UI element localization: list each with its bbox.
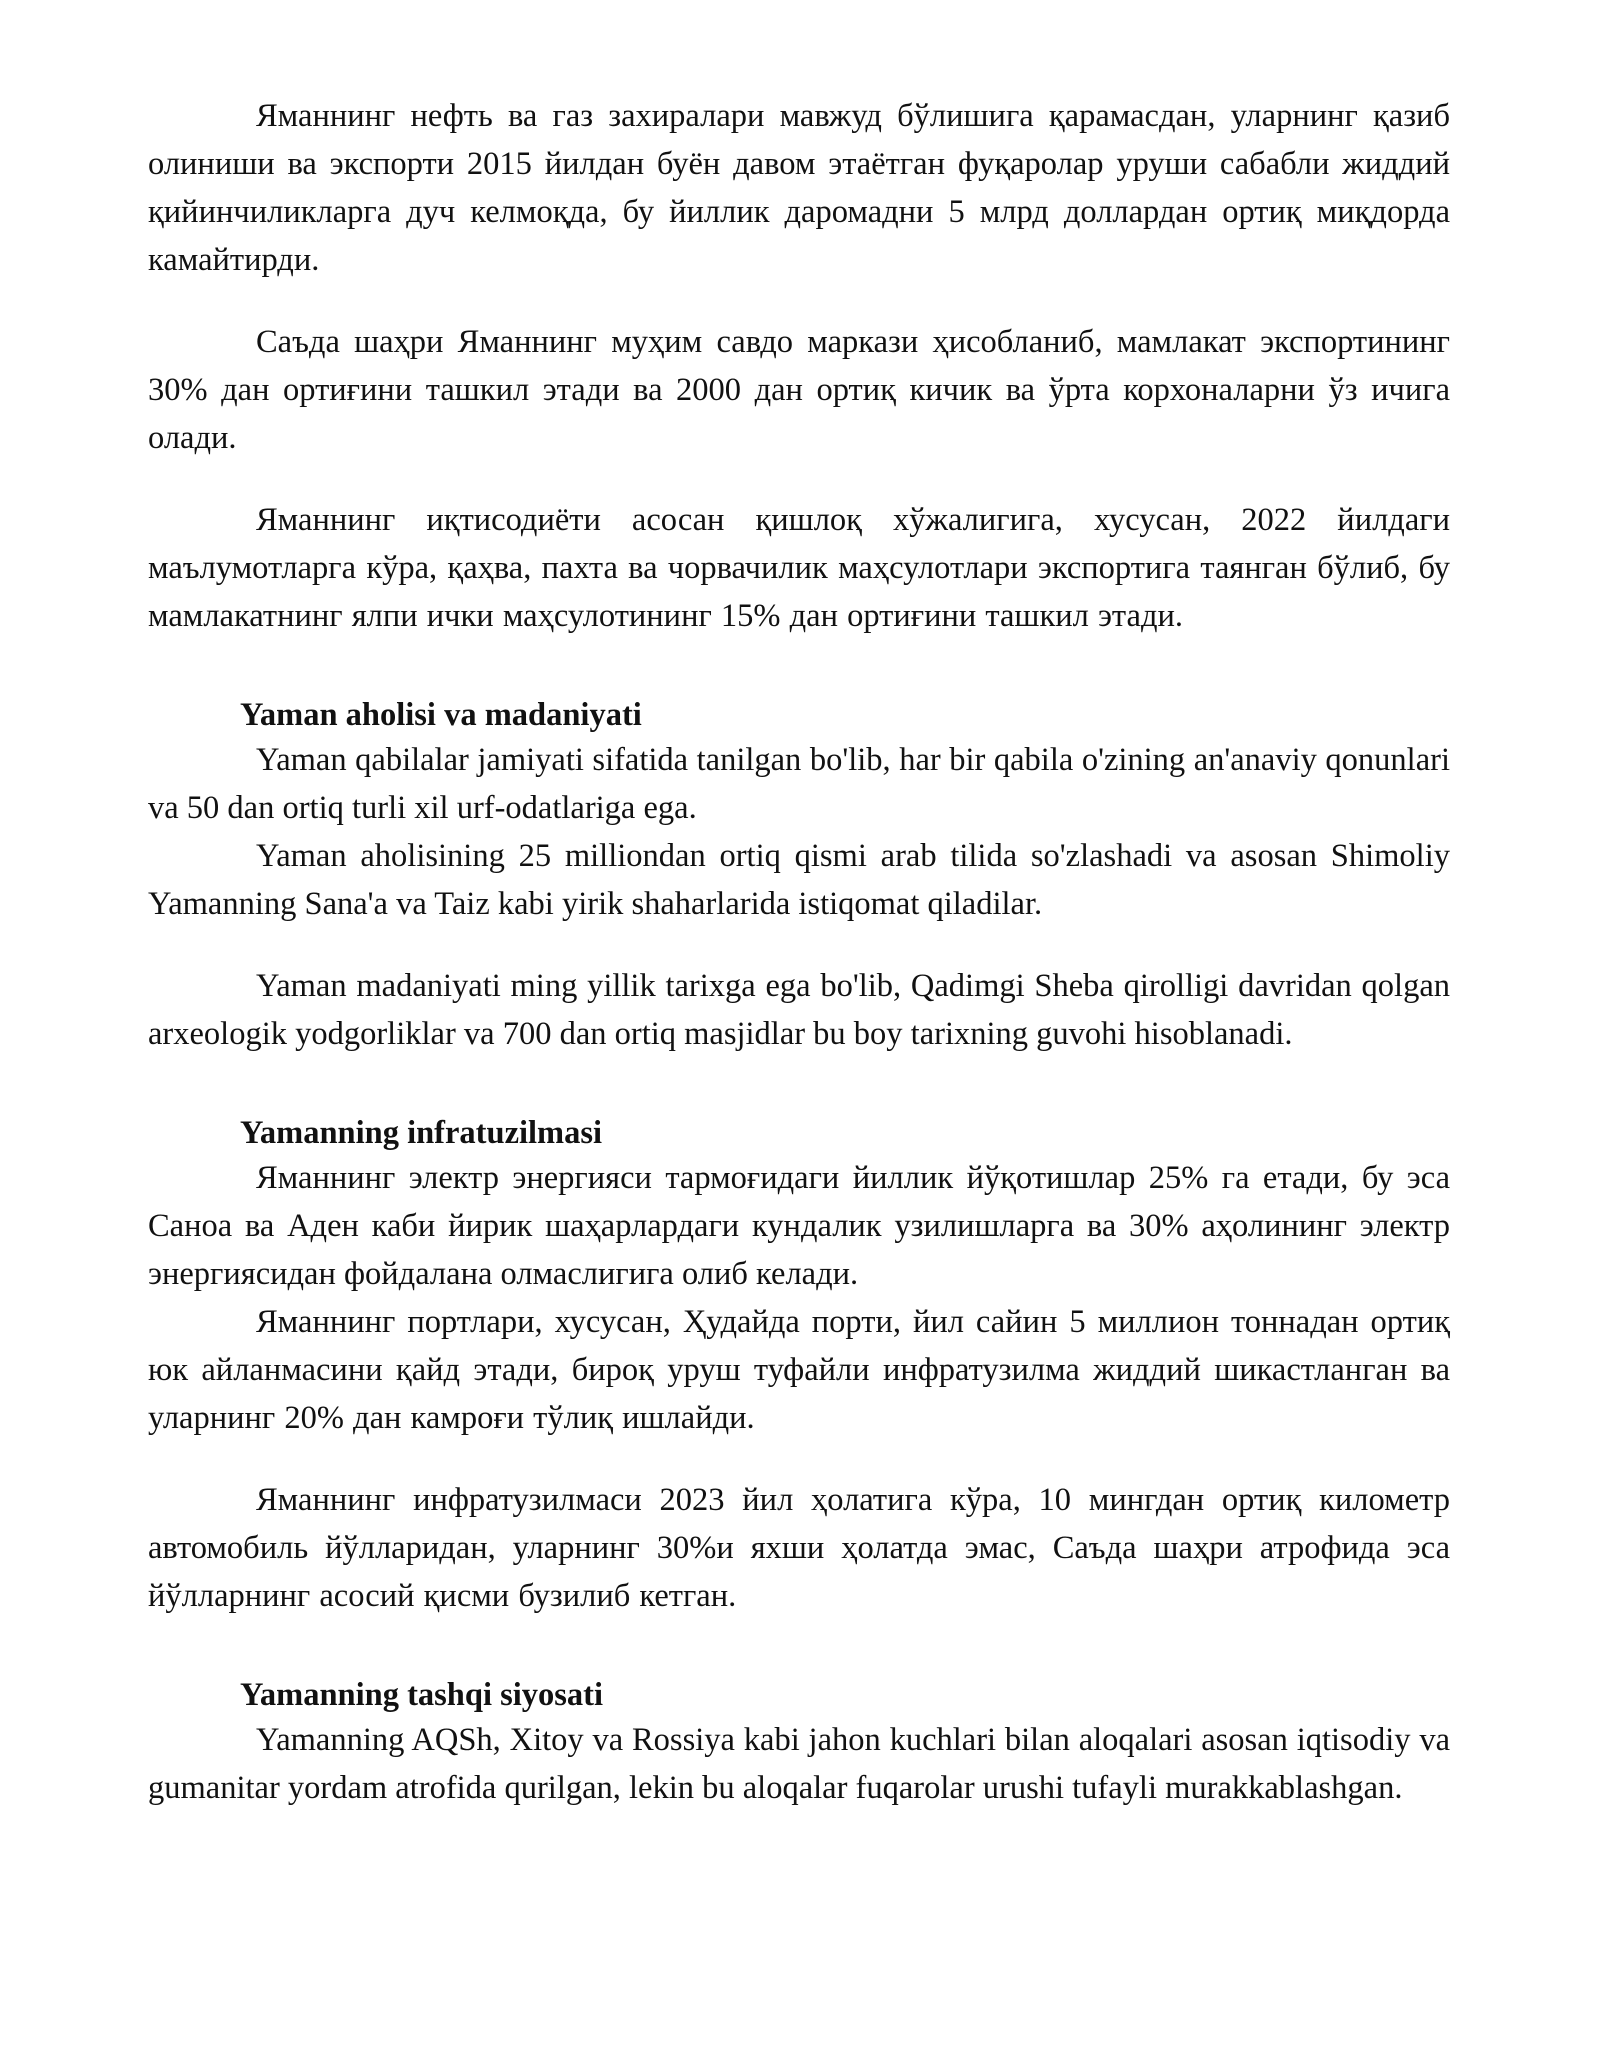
paragraph-ports: Яманнинг портлари, хусусан, Ҳудайда порти, йил сайин 5 миллион тоннадан ортиқ юк айланмасини қайд этади, бироқ уруш туфайли инфратузилма жиддий шикастланган ва уларнинг 20% дан камроғи тўлиқ ишлайди. <box>148 1304 1450 1436</box>
paragraph-foreign-relations: Yamanning AQSh, Xitoy va Rossiya kabi jahon kuchlari bilan aloqalari asosan iqtisodiy va gumanitar yordam atrofida qurilgan, lekin bu aloqalar fuqarolar urushi tufayli murakkablashgan. <box>148 1722 1450 1806</box>
heading-foreign-policy: Yamanning tashqi siyosati <box>240 1677 604 1713</box>
heading-population-culture: Yaman aholisi va madaniyati <box>240 697 642 733</box>
paragraph-roads: Яманнинг инфратузилмаси 2023 йил ҳолатига кўра, 10 мингдан ортиқ километр автомобиль йўлларидан, уларнинг 30%и яхши ҳолатда эмас, Саъда шаҳри атрофида эса йўлларнинг асосий қисми бузилиб кетган. <box>148 1482 1450 1614</box>
paragraph-arabic-speakers: Yaman aholisining 25 milliondan ortiq qismi arab tilida so'zlashadi va asosan Shimoliy Yamanning Sana'a va Taiz kabi yirik shaharlarida istiqomat qiladilar. <box>148 838 1450 922</box>
heading-infrastructure: Yamanning infratuzilmasi <box>240 1115 603 1151</box>
paragraph-electricity-losses: Яманнинг электр энергияси тармоғидаги йиллик йўқотишлар 25% га етади, бу эса Саноа ва Аден каби йирик шаҳарлардаги кундалик узилишларга ва 30% аҳолининг электр энергиясидан фойдалана олмаслигига олиб келади. <box>148 1160 1450 1292</box>
paragraph-culture-history: Yaman madaniyati ming yillik tarixga ega bo'lib, Qadimgi Sheba qirolligi davridan qolgan arxeologik yodgorliklar va 700 dan ortiq masjidlar bu boy tarixning guvohi hisoblanadi. <box>148 968 1450 1052</box>
paragraph-oil-gas: Яманнинг нефть ва газ захиралари мавжуд бўлишига қарамасдан, уларнинг қазиб олиниши ва экспорти 2015 йилдан буён давом этаётган фуқаролар уруши сабабли жиддий қийинчиликларга дуч келмоқда, бу йиллик даромадни 5 млрд доллардан ортиқ миқдорда камайтирди. <box>148 98 1450 278</box>
paragraph-tribal-society: Yaman qabilalar jamiyati sifatida tanilgan bo'lib, har bir qabila o'zining an'anaviy qonunlari va 50 dan ortiq turli xil urf-odatlariga ega. <box>148 742 1450 826</box>
document-page <box>148 92 1450 1812</box>
paragraph-economy-agriculture: Яманнинг иқтисодиёти асосан қишлоқ хўжалигига, хусусан, 2022 йилдаги маълумотларга кўра, қаҳва, пахта ва чорвачилик маҳсулотлари экспортига таянган бўлиб, бу мамлакатнинг ялпи ички маҳсулотининг 15% дан ортиғини ташкил этади. <box>148 502 1450 634</box>
paragraph-saada-trade: Саъда шаҳри Яманнинг муҳим савдо маркази ҳисобланиб, мамлакат экспортининг 30% дан ортиғини ташкил этади ва 2000 дан ортиқ кичик ва ўрта корхоналарни ўз ичига олади. <box>148 324 1450 456</box>
